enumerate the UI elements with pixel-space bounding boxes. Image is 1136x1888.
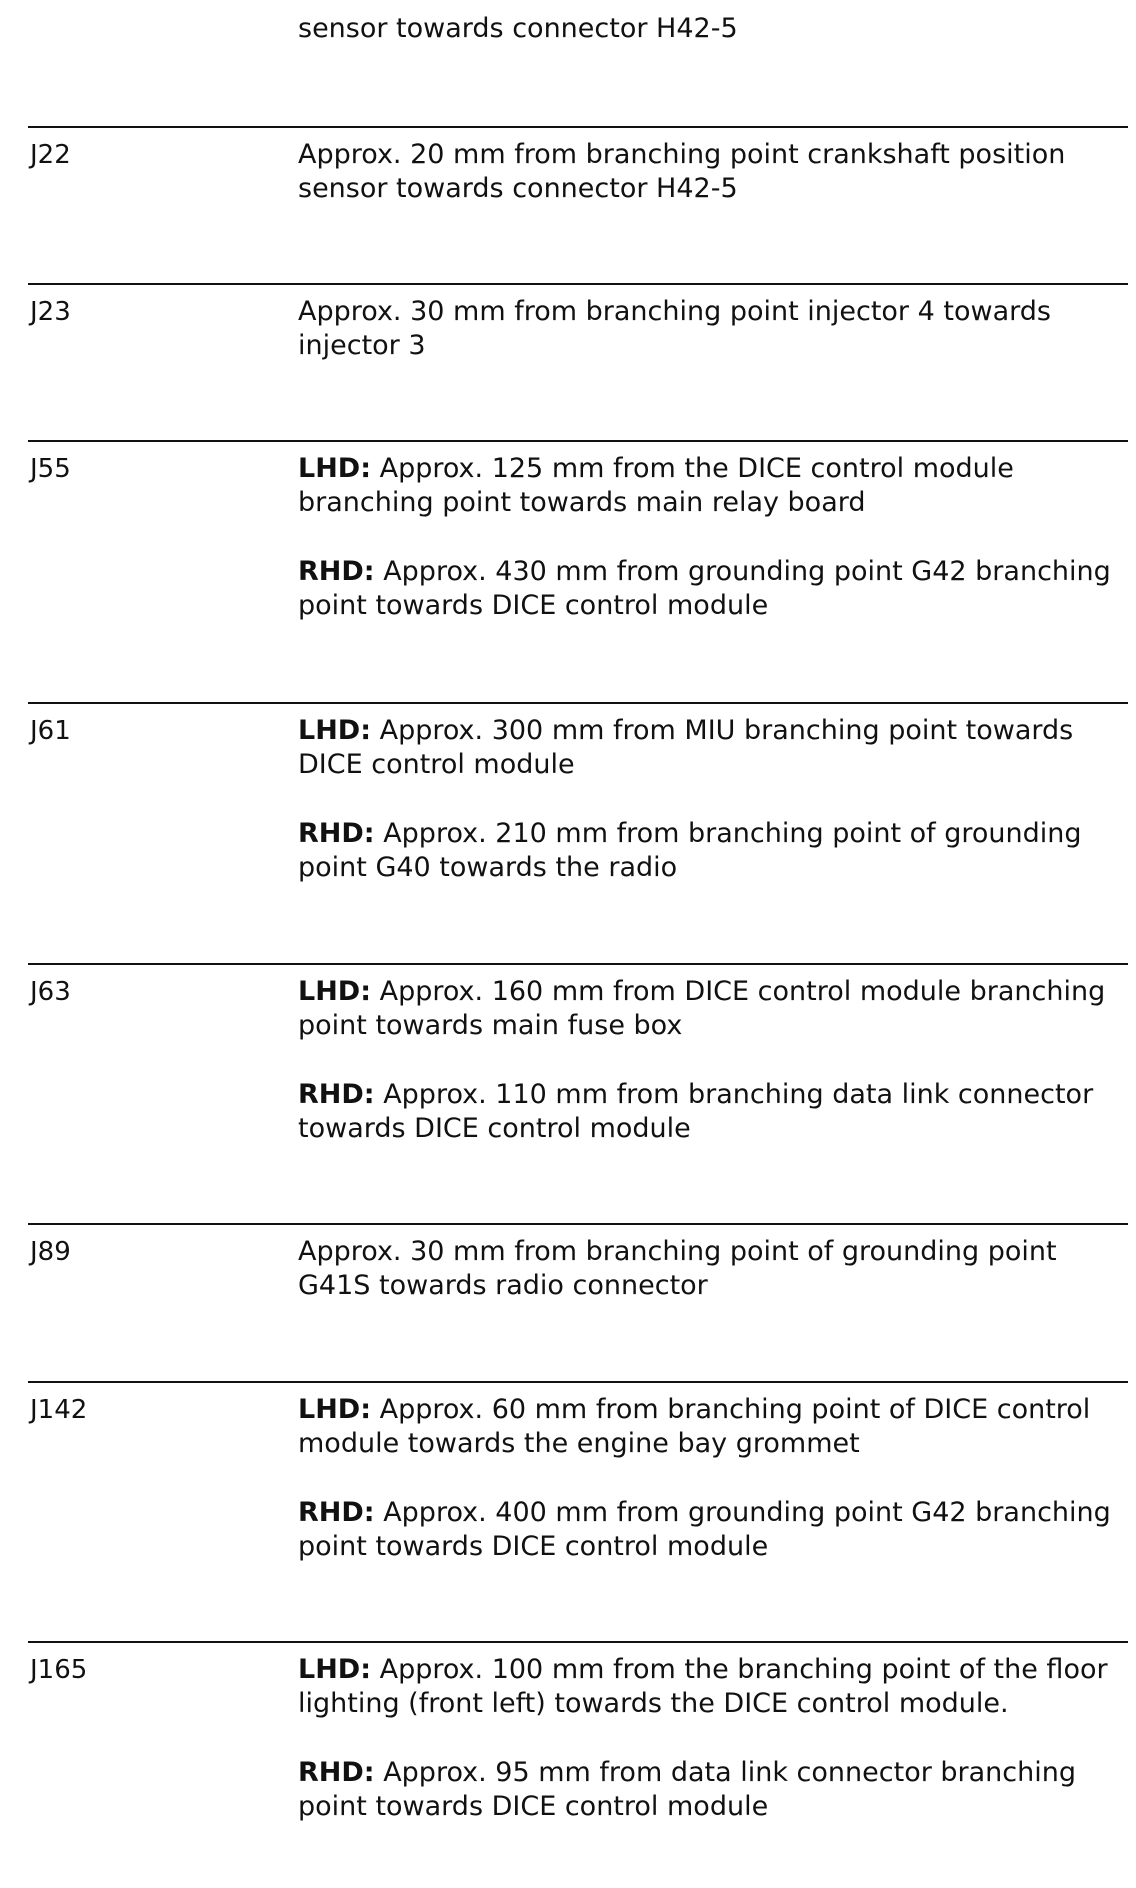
description-paragraph bbox=[298, 295, 1118, 363]
paragraph-prefix: LHD: bbox=[298, 976, 372, 1007]
description-paragraph bbox=[298, 714, 1118, 782]
paragraph-text: Approx. 30 mm from branching point of grounding point G41S towards radio connector bbox=[298, 1236, 1057, 1301]
description-paragraph bbox=[298, 1756, 1118, 1824]
junction-description bbox=[298, 295, 1118, 363]
description-paragraph bbox=[298, 1393, 1118, 1461]
paragraph-prefix: LHD: bbox=[298, 1394, 372, 1425]
paragraph-text: Approx. 300 mm from MIU branching point towards DICE control module bbox=[298, 715, 1074, 780]
paragraph-prefix: RHD: bbox=[298, 1497, 375, 1528]
junction-description bbox=[298, 1393, 1118, 1564]
junction-description bbox=[298, 1235, 1118, 1303]
paragraph-prefix: LHD: bbox=[298, 453, 372, 484]
paragraph-prefix: LHD: bbox=[298, 1654, 372, 1685]
description-paragraph bbox=[298, 817, 1118, 885]
junction-code: J89 bbox=[30, 1237, 71, 1267]
paragraph-prefix: LHD: bbox=[298, 715, 372, 746]
junction-description bbox=[298, 1653, 1118, 1824]
paragraph-prefix: RHD: bbox=[298, 818, 375, 849]
description-paragraph bbox=[298, 138, 1118, 206]
junction-description bbox=[298, 138, 1118, 206]
junction-code: J142 bbox=[30, 1395, 88, 1425]
junction-code: J63 bbox=[30, 977, 71, 1007]
paragraph-text: Approx. 30 mm from branching point injector 4 towards injector 3 bbox=[298, 296, 1051, 361]
description-paragraph bbox=[298, 555, 1118, 623]
row-divider bbox=[28, 283, 1128, 285]
junction-code: J22 bbox=[30, 140, 71, 170]
continuation-text: sensor towards connector H42-5 bbox=[298, 13, 738, 44]
row-divider bbox=[28, 1381, 1128, 1383]
row-divider bbox=[28, 702, 1128, 704]
paragraph-text: Approx. 400 mm from grounding point G42 branching point towards DICE control module bbox=[298, 1497, 1111, 1562]
junction-description bbox=[298, 975, 1118, 1146]
description-paragraph bbox=[298, 1078, 1118, 1146]
description-paragraph bbox=[298, 975, 1118, 1043]
paragraph-text: Approx. 210 mm from branching point of grounding point G40 towards the radio bbox=[298, 818, 1082, 883]
row-divider bbox=[28, 440, 1128, 442]
paragraph-prefix: RHD: bbox=[298, 556, 375, 587]
row-divider bbox=[28, 126, 1128, 128]
description-paragraph bbox=[298, 1235, 1118, 1303]
row-divider bbox=[28, 1223, 1128, 1225]
description-paragraph bbox=[298, 452, 1118, 520]
paragraph-text: Approx. 20 mm from branching point crankshaft position sensor towards connector H42-5 bbox=[298, 139, 1066, 204]
row-divider bbox=[28, 1641, 1128, 1643]
junction-code: J61 bbox=[30, 716, 71, 746]
junction-code: J55 bbox=[30, 454, 71, 484]
paragraph-text: Approx. 430 mm from grounding point G42 branching point towards DICE control module bbox=[298, 556, 1111, 621]
description-paragraph bbox=[298, 1653, 1118, 1721]
description-paragraph bbox=[298, 1496, 1118, 1564]
junction-code: J165 bbox=[30, 1655, 88, 1685]
paragraph-prefix: RHD: bbox=[298, 1757, 375, 1788]
paragraph-prefix: RHD: bbox=[298, 1079, 375, 1110]
junction-description bbox=[298, 452, 1118, 623]
paragraph-text: Approx. 60 mm from branching point of DICE control module towards the engine bay grommet bbox=[298, 1394, 1091, 1459]
paragraph-text: Approx. 125 mm from the DICE control module branching point towards main relay board bbox=[298, 453, 1014, 518]
paragraph-text: Approx. 110 mm from branching data link connector towards DICE control module bbox=[298, 1079, 1094, 1144]
junction-code: J23 bbox=[30, 297, 71, 327]
paragraph-text: Approx. 100 mm from the branching point of the floor lighting (front left) towards the DICE control module. bbox=[298, 1654, 1108, 1719]
row-divider bbox=[28, 963, 1128, 965]
paragraph-text: Approx. 160 mm from DICE control module branching point towards main fuse box bbox=[298, 976, 1106, 1041]
paragraph-text: Approx. 95 mm from data link connector branching point towards DICE control module bbox=[298, 1757, 1077, 1822]
junction-description bbox=[298, 714, 1118, 885]
